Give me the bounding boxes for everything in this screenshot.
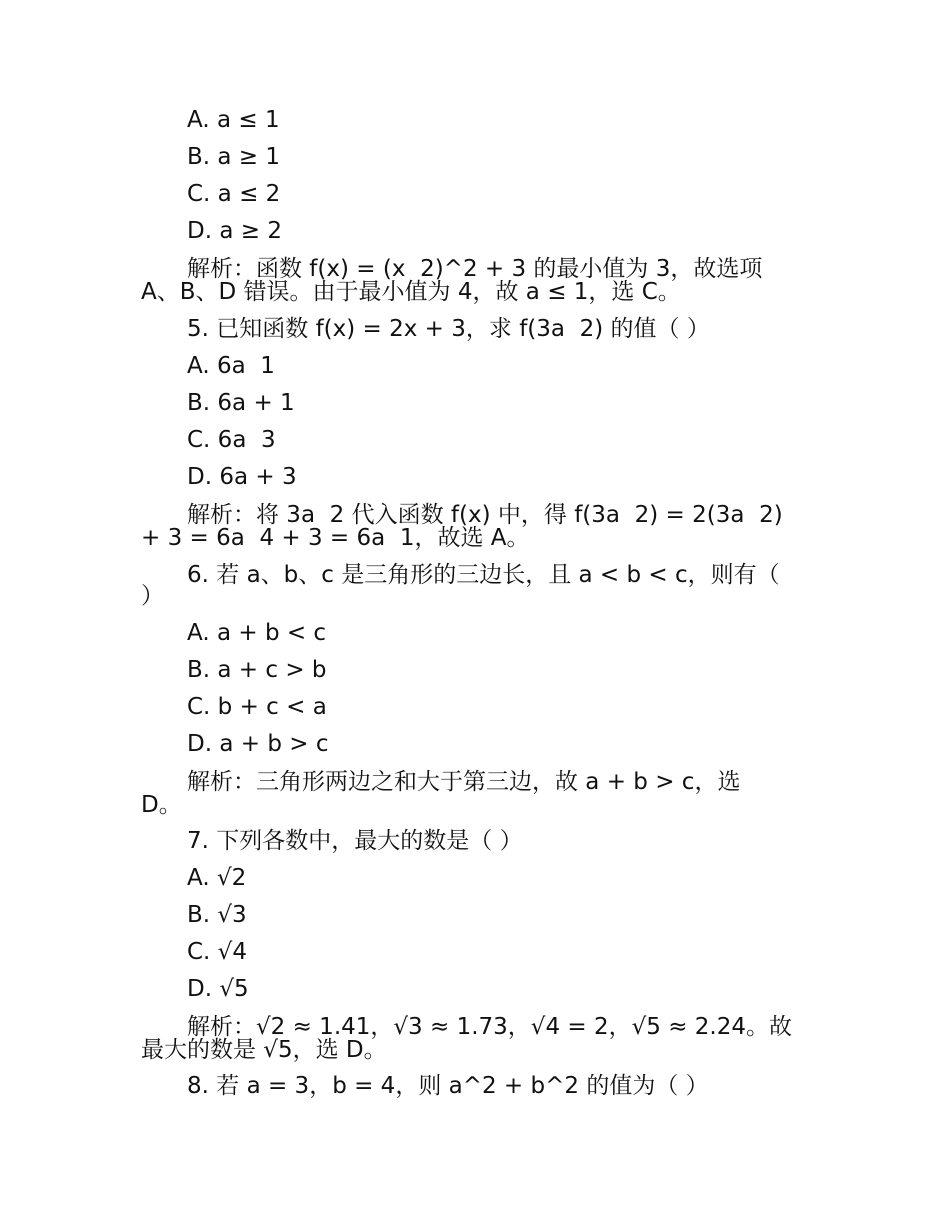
question-7: 7. 下列各数中，最大的数是（ ） [187,828,523,854]
analysis-q5-line2: + 3 = 6a 4 + 3 = 6a 1，故选 A。 [141,525,530,551]
option-a-q7: A. √2 [187,865,247,891]
option-d-q7: D. √5 [187,976,249,1002]
analysis-q7-line1: 解析：√2 ≈ 1.41，√3 ≈ 1.73，√4 = 2，√5 ≈ 2.24。故 [187,1014,792,1040]
question-8: 8. 若 a = 3，b = 4，则 a^2 + b^2 的值为（ ） [187,1073,709,1099]
option-b-q7: B. √3 [187,902,247,928]
option-d-q4: D. a ≥ 2 [187,218,282,244]
analysis-q4-line1: 解析：函数 f(x) = (x 2)^2 + 3 的最小值为 3，故选项 [187,256,763,282]
analysis-q7-line2: 最大的数是 √5，选 D。 [141,1037,387,1063]
analysis-q6-line1: 解析：三角形两边之和大于第三边，故 a + b > c，选 [187,769,741,795]
option-b-q4: B. a ≥ 1 [187,144,281,170]
option-c-q5: C. 6a 3 [187,427,276,453]
option-b-q6: B. a + c > b [187,657,327,683]
option-c-q7: C. √4 [187,939,247,965]
question-6-wrap: ） [141,583,164,609]
option-b-q5: B. 6a + 1 [187,390,295,416]
option-a-q6: A. a + b < c [187,620,327,646]
option-a-q5: A. 6a 1 [187,353,275,379]
option-a-q4: A. a ≤ 1 [187,107,280,133]
analysis-q6-line2: D。 [141,792,182,818]
analysis-q4-line2: A、B、D 错误。由于最小值为 4，故 a ≤ 1，选 C。 [141,279,681,305]
analysis-q5-line1: 解析：将 3a 2 代入函数 f(x) 中，得 f(3a 2) = 2(3a 2) [187,502,783,528]
option-d-q6: D. a + b > c [187,731,329,757]
question-5: 5. 已知函数 f(x) = 2x + 3，求 f(3a 2) 的值（ ） [187,316,710,342]
question-6: 6. 若 a、b、c 是三角形的三边长，且 a < b < c，则有（ [187,562,780,588]
option-d-q5: D. 6a + 3 [187,464,297,490]
option-c-q6: C. b + c < a [187,694,327,720]
option-c-q4: C. a ≤ 2 [187,181,281,207]
